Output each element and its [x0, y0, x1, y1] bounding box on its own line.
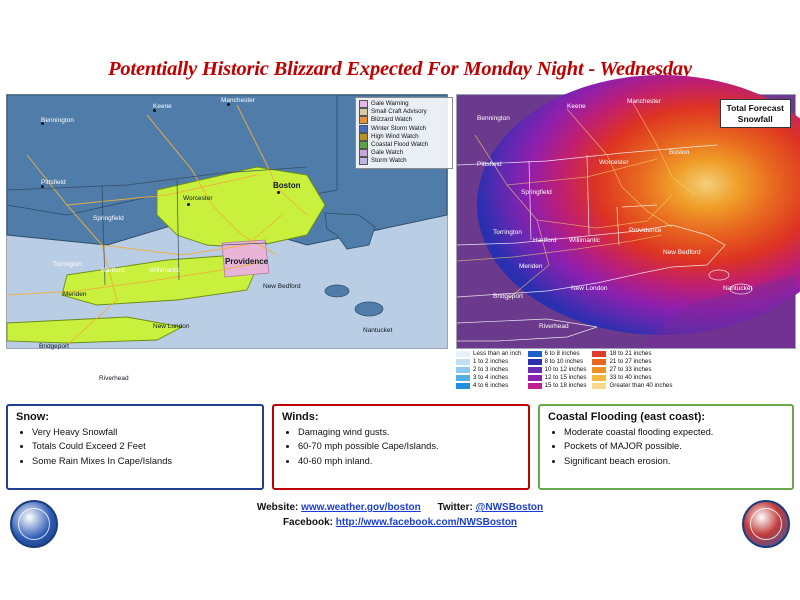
legend-swatch — [528, 351, 542, 357]
footer-line-1 — [0, 502, 800, 513]
city-label: Boston — [669, 149, 690, 156]
city-label: Meriden — [63, 291, 87, 298]
legend-row — [528, 350, 587, 357]
city-label: Meriden — [519, 263, 543, 270]
city-label: Torrington — [53, 261, 82, 268]
legend-label: 15 to 18 inches — [544, 382, 587, 389]
snowfall-map-title — [720, 99, 791, 128]
city-label: Bennington — [41, 117, 74, 124]
legend-swatch — [528, 383, 542, 389]
city-label: New London — [571, 285, 608, 292]
legend-swatch — [359, 133, 368, 141]
list-item: • 60-70 mph possible Cape/Islands. — [298, 439, 520, 453]
legend-swatch — [528, 375, 542, 381]
legend-label: 4 to 6 inches — [473, 382, 509, 389]
city-label: Bennington — [477, 115, 510, 122]
list-item: • Some Rain Mixes In Cape/Islands — [32, 454, 254, 468]
city-label: Boston — [273, 181, 301, 190]
legend-swatch — [359, 116, 368, 124]
list-item: • Damaging wind gusts. — [298, 425, 520, 439]
city-label: Manchester — [627, 98, 661, 105]
legend-label: Gale Warning — [371, 100, 409, 107]
legend-swatch — [359, 157, 368, 165]
city-label: Nantucket — [723, 285, 753, 292]
legend-swatch — [359, 141, 368, 149]
legend-label: 6 to 8 inches — [544, 350, 580, 357]
city-label: Bridgeport — [39, 343, 69, 350]
legend-label: 10 to 12 inches — [544, 366, 587, 373]
city-label: Hartford — [533, 237, 557, 244]
legend-row — [528, 382, 587, 389]
winds-heading: Winds: — [282, 411, 319, 423]
legend-row — [359, 108, 449, 116]
legend-row — [456, 382, 522, 389]
legend-row — [456, 374, 522, 381]
legend-label: 18 to 21 inches — [609, 350, 652, 357]
snowfall-title-line2: Snowfall — [737, 113, 773, 124]
list-item: • 40-60 mph inland. — [298, 454, 520, 468]
city-label: Torrington — [493, 229, 522, 236]
city-label: Springfield — [93, 215, 124, 222]
legend-label: Gale Watch — [371, 149, 404, 157]
legend-label: 21 to 27 inches — [609, 358, 652, 365]
coastal-flooding-summary-box — [538, 404, 794, 490]
snowfall-legend-column — [456, 350, 522, 398]
legend-swatch — [359, 149, 368, 157]
legend-swatch — [592, 383, 606, 389]
flooding-heading: Coastal Flooding (east coast): — [548, 411, 706, 423]
legend-swatch — [456, 367, 470, 373]
legend-swatch — [456, 351, 470, 357]
page-title: Potentially Historic Blizzard Expected For Monday Night - Wednesday — [108, 58, 692, 80]
city-label: Manchester — [221, 97, 255, 104]
legend-swatch — [592, 375, 606, 381]
legend-label: Winter Storm Watch — [371, 124, 427, 132]
legend-row — [592, 382, 672, 389]
footer — [0, 498, 800, 556]
legend-swatch — [456, 359, 470, 365]
winds-summary-box — [272, 404, 530, 490]
snow-heading: Snow: — [16, 411, 49, 423]
legend-label: 3 to 4 inches — [473, 374, 509, 381]
city-label: New London — [153, 323, 190, 330]
legend-row — [359, 116, 449, 124]
legend-label: Greater than 40 inches — [609, 382, 673, 389]
city-label: Pittsfield — [477, 161, 502, 168]
list-item: • Very Heavy Snowfall — [32, 425, 254, 439]
list-item: • Moderate coastal flooding expected. — [564, 425, 784, 439]
watches-warnings-map[interactable] — [6, 94, 448, 382]
legend-row — [528, 358, 587, 365]
legend-label: High Wind Watch — [371, 132, 419, 140]
legend-row — [528, 374, 587, 381]
city-label: Bridgeport — [493, 293, 523, 300]
snowfall-title-line1: Total Forecast — [726, 103, 784, 113]
city-label: Worcester — [599, 159, 629, 166]
legend-swatch — [528, 367, 542, 373]
facebook-link[interactable]: http://www.facebook.com/NWSBoston — [335, 517, 518, 528]
legend-row — [456, 366, 522, 373]
legend-row — [359, 125, 449, 133]
winds-list — [282, 425, 520, 468]
legend-swatch — [359, 108, 368, 116]
twitter-link[interactable]: @NWSBoston — [475, 502, 544, 513]
city-label: New Bedford — [663, 249, 701, 256]
list-item: • Pockets of MAJOR possible. — [564, 439, 784, 453]
legend-label: 27 to 33 inches — [609, 366, 652, 373]
list-item: • Totals Could Exceed 2 Feet — [32, 439, 254, 453]
right-map-geometry — [457, 95, 795, 348]
legend-row — [359, 157, 449, 165]
legend-label: Blizzard Watch — [371, 116, 413, 124]
legend-row — [456, 358, 522, 365]
legend-label: 1 to 2 inches — [473, 358, 509, 365]
city-label: Keene — [153, 103, 172, 110]
legend-row — [359, 133, 449, 141]
snowfall-legend-column — [528, 350, 587, 398]
snowfall-forecast-map[interactable] — [456, 94, 796, 349]
city-label: Providence — [225, 257, 269, 266]
website-label: Website: — [256, 502, 299, 513]
legend-swatch — [592, 367, 606, 373]
legend-row — [359, 100, 449, 108]
city-label: Springfield — [521, 189, 552, 196]
footer-line-2 — [0, 517, 800, 528]
legend-row — [359, 149, 449, 157]
snow-summary-box — [6, 404, 264, 490]
legend-swatch — [359, 125, 368, 133]
legend-swatch — [456, 375, 470, 381]
legend-swatch — [456, 383, 470, 389]
legend-label: Less than an inch — [473, 350, 522, 357]
city-label: Riverhead — [539, 323, 569, 330]
legend-label: Coastal Flood Watch — [371, 140, 429, 148]
legend-label: 33 to 40 inches — [609, 374, 652, 381]
facebook-label: Facebook: — [282, 517, 333, 528]
city-label: Willimantic — [569, 237, 601, 244]
legend-swatch — [359, 100, 368, 108]
flooding-list — [548, 425, 784, 468]
snowfall-legend — [456, 350, 794, 398]
city-label: Keene — [567, 103, 586, 110]
legend-row — [592, 358, 672, 365]
legend-swatch — [592, 351, 606, 357]
legend-row — [359, 141, 449, 149]
legend-label: Storm Watch — [371, 157, 407, 165]
legend-swatch — [528, 359, 542, 365]
website-link[interactable]: www.weather.gov/boston — [301, 502, 421, 513]
legend-label: 12 to 15 inches — [544, 374, 587, 381]
city-dot — [187, 203, 190, 206]
legend-label: 8 to 10 inches — [544, 358, 584, 365]
city-dot — [277, 191, 280, 194]
legend-row — [592, 350, 672, 357]
legend-swatch — [592, 359, 606, 365]
snowfall-legend-column — [592, 350, 672, 398]
legend-row — [456, 350, 522, 357]
city-label: Providence — [629, 227, 662, 234]
list-item: • Significant beach erosion. — [564, 454, 784, 468]
legend-row — [592, 366, 672, 373]
city-label: Nantucket — [363, 327, 393, 334]
city-label: Willimantic — [149, 267, 181, 274]
city-label: Hartford — [101, 267, 125, 274]
city-label: Worcester — [183, 195, 213, 202]
city-label: Pittsfield — [41, 179, 66, 186]
legend-label: 2 to 3 inches — [473, 366, 509, 373]
legend-row — [592, 374, 672, 381]
city-label: Riverhead — [99, 375, 129, 382]
watch-warning-legend — [355, 97, 453, 169]
legend-label: Small Craft Advisory — [371, 108, 427, 116]
snow-list — [16, 425, 254, 468]
city-label: New Bedford — [263, 283, 301, 290]
twitter-label: Twitter: — [437, 502, 473, 513]
legend-row — [528, 366, 587, 373]
